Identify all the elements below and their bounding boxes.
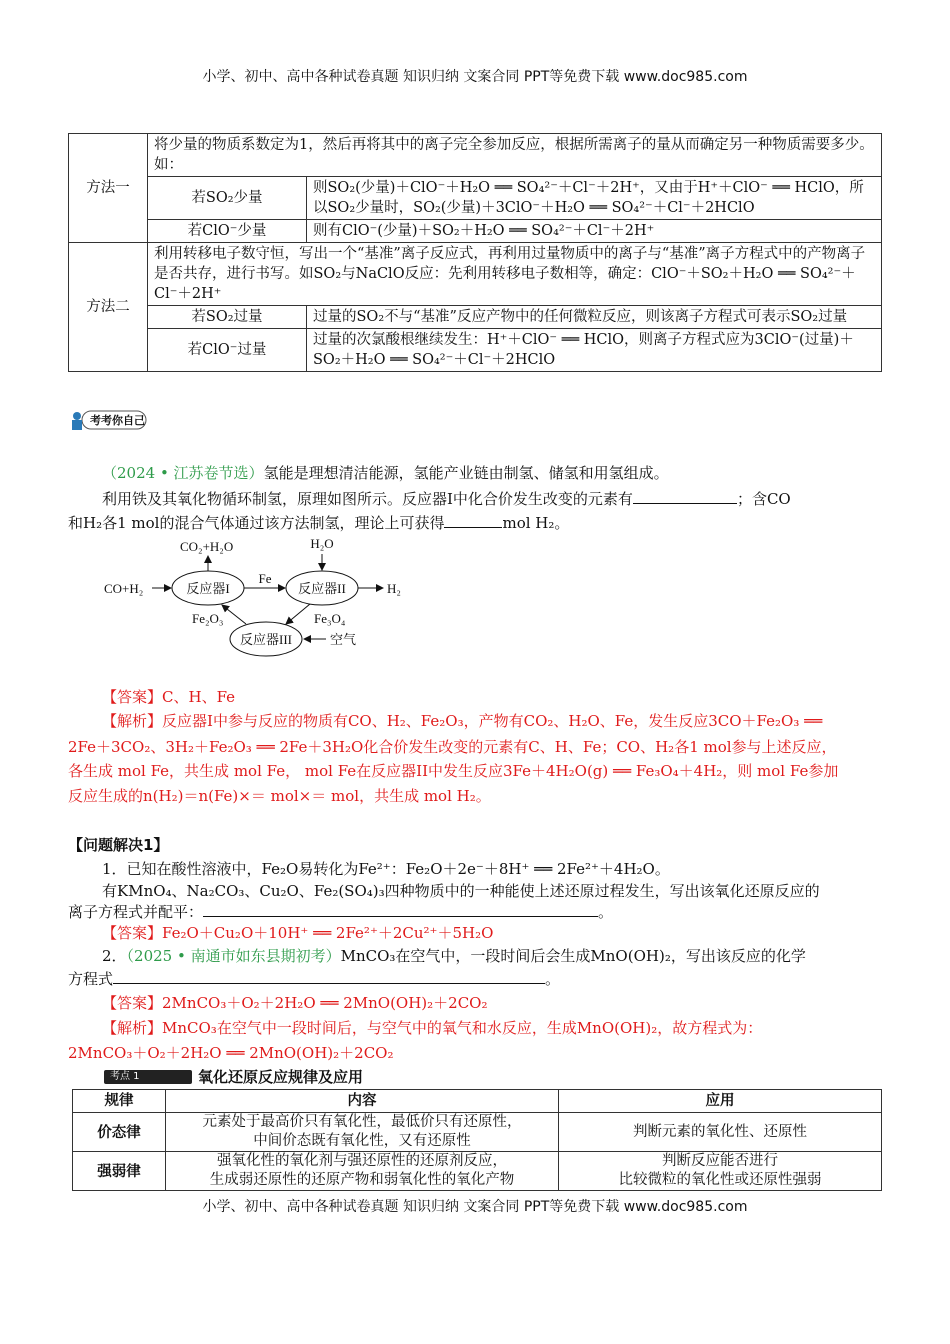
question-line1-text: 利用铁及其氧化物循环制氢，原理如图所示。反应器Ⅰ中化合价发生改变的元素有: [102, 490, 633, 508]
question-line2a-text: 和H₂各1 mol的混合气体通过该方法制氢，理论上可获得: [68, 514, 445, 532]
method2-case1-text: 过量的SO₂不与“基准”反应产物中的任何微粒反应，则该离子方程式可表示SO₂过量: [307, 306, 882, 329]
answer-1-label: 【答案】: [102, 688, 163, 706]
law-row1-application: 判断元素的氧化性、还原性: [559, 1113, 882, 1152]
h2-label: H₂: [387, 581, 401, 596]
answer-1: [102, 684, 235, 710]
answer-1-text: C、H、Fe: [162, 688, 236, 706]
co2-h2o-label: CO₂+H₂O: [180, 539, 234, 554]
problem-1-line3-end: 。: [598, 903, 614, 921]
law-row2-application: [559, 1152, 882, 1191]
method1-intro: 将少量的物质系数定为1，然后再将其中的离子完全参加反应，根据所需离子的量从而确定另一种物质需要多少。如：: [148, 134, 882, 177]
fe2o3-arrow: [222, 605, 246, 624]
law-row2-app-line2: 比较微粒的氧化性或还原性强弱: [618, 1172, 822, 1188]
answer-blank-1[interactable]: [633, 487, 737, 504]
problem-2-number: 2．: [102, 947, 127, 965]
method1-label: 方法一: [69, 134, 148, 243]
explanation-1-line2: 2Fe＋3CO₂、3H₂＋Fe₂O₃ ══ 2Fe＋3H₂O化合价发生改变的元素有C、H、Fe；CO、H₂各1 mol参与上述反应，: [68, 738, 837, 756]
explanation-1-label: 【解析】: [102, 712, 163, 730]
air-label: 空气: [330, 632, 357, 647]
method2-case2-text: 过量的次氯酸根继续发生：H⁺＋ClO⁻ ══ HClO，则离子方程式应为3ClO⁻(过量)＋SO₂＋H₂O ══ SO₄²⁻＋Cl⁻＋2HClO: [307, 329, 882, 372]
explanation-1-line4: 反应生成的n(H₂)＝n(Fe)×＝ mol×＝ mol，共生成 mol H₂。: [68, 787, 491, 805]
answer-blank-2[interactable]: [444, 511, 502, 528]
law-header: 规律: [73, 1090, 166, 1113]
problem-1-line2: 有KMnO₄、Na₂CO₃、Cu₂O、Fe₂(SO₄)₃四种物质中的一种能使上述还原过程发生，写出该氧化还原反应的: [102, 882, 820, 900]
explanation-3-text1: MnCO₃在空气中一段时间后，与空气中的氧气和水反应，生成MnO(OH)₂，故方程式为：: [162, 1019, 763, 1037]
method2-intro: 利用转移电子数守恒，写出一个“基准”离子反应式，再利用过量物质中的离子与“基准”离子方程式中的产物离子是否共存，进行书写。如SO₂与NaClO反应：先利用转移电子数相等，确定：ClO⁻＋SO₂＋H₂O ══ SO₄²⁻＋Cl⁻＋2H⁺: [148, 243, 882, 306]
explanation-1-line3: 各生成 mol Fe，共生成 mol Fe， mol Fe在反应器II中发生反应3Fe＋4H₂O(g) ══ Fe₃O₄＋4H₂，则 mol Fe参加: [68, 762, 839, 780]
method2-case1-label: 若SO₂过量: [148, 306, 307, 329]
question-source: （2024 • 江苏卷节选）: [102, 464, 264, 482]
method1-case2-label: 若ClO⁻少量: [148, 220, 307, 243]
law-row2-content-line2: 生成弱还原性的还原产物和弱氧化性的氧化产物: [209, 1172, 515, 1188]
law-row2-name: 强弱律: [73, 1152, 166, 1191]
problem-2-line2-text: 方程式: [68, 970, 114, 988]
fe3o4-arrow: [286, 604, 310, 624]
question-line2b-text: mol H₂。: [502, 514, 570, 532]
method1-case2-text: 则有ClO⁻(少量)＋SO₂＋H₂O ══ SO₄²⁻＋Cl⁻＋2H⁺: [307, 220, 882, 243]
quiz-badge: [68, 408, 148, 432]
problem-2-line2-end: 。: [545, 970, 561, 988]
topic-badge: [104, 1070, 192, 1084]
problem-2-text: MnCO₃在空气中，一段时间后会生成MnO(OH)₂，写出该反应的化学: [340, 947, 806, 965]
answer-3: [102, 990, 488, 1016]
answer-3-label: 【答案】: [102, 994, 163, 1012]
explanation-3-line1: [102, 1015, 762, 1041]
answer-3-text: 2MnCO₃＋O₂＋2H₂O ══ 2MnO(OH)₂＋2CO₂: [162, 994, 488, 1012]
fe3o4-label: Fe₃O₄: [314, 611, 346, 626]
problem-1-line3-text: 离子方程式并配平：: [68, 903, 204, 921]
law-row2-content: [166, 1152, 559, 1191]
reactor2-label: 反应器II: [298, 581, 346, 596]
law-row1-content-line2: 中间价态既有氧化性，又有还原性: [253, 1133, 471, 1149]
law-table: [72, 1089, 882, 1191]
topic-badge-text: 考点 1: [110, 1071, 140, 1082]
question-line1b-text: ；含CO: [736, 490, 791, 508]
explanation-3-label: 【解析】: [102, 1019, 163, 1037]
explanation-1-text1: 反应器I中参与反应的物质有CO、H₂、Fe₂O₃，产物有CO₂、H₂O、Fe，发生反应3CO＋Fe₂O₃ ══: [162, 712, 823, 730]
problem-1-line1: 1．已知在酸性溶液中，Fe₂O易转化为Fe²⁺：Fe₂O＋2e⁻＋8H⁺ ══ 2Fe²⁺＋4H₂O。: [102, 860, 670, 878]
method-table: [68, 133, 882, 372]
law-row1-content: [166, 1113, 559, 1152]
content-header: 内容: [166, 1090, 559, 1113]
method1-case1-text: 则SO₂(少量)＋ClO⁻＋H₂O ══ SO₄²⁻＋Cl⁻＋2H⁺，又由于H⁺＋ClO⁻ ══ HClO，所以SO₂少量时，SO₂(少量)＋3ClO⁻＋H₂O ══ SO₄²⁻＋Cl⁻＋2HClO: [307, 177, 882, 220]
question-intro: [102, 460, 669, 486]
explanation-3-line2: 2MnCO₃＋O₂＋2H₂O ══ 2MnO(OH)₂＋2CO₂: [68, 1044, 394, 1062]
answer-2-text: Fe₂O＋Cu₂O＋10H⁺ ══ 2Fe²⁺＋2Cu²⁺＋5H₂O: [162, 924, 494, 942]
fe-label: Fe: [258, 571, 272, 586]
problem-2-source: （2025 • 南通市如东县期初考）: [126, 947, 341, 965]
page-header: 小学、初中、高中各种试卷真题 知识归纳 文案合同 PPT等免费下载 www.doc985.com: [202, 69, 748, 85]
question-line1: [102, 486, 882, 512]
reactor-diagram: [100, 534, 420, 666]
law-row1-name: 价态律: [73, 1113, 166, 1152]
fe2o3-label: Fe₂O₃: [192, 611, 224, 626]
quiz-badge-text: 考考你自己: [90, 414, 145, 427]
input-gas-label: CO+H₂: [104, 581, 144, 596]
answer-2-label: 【答案】: [102, 924, 163, 942]
reactor1-label: 反应器I: [186, 581, 230, 596]
answer-blank-4[interactable]: [113, 967, 545, 984]
application-header: 应用: [559, 1090, 882, 1113]
method2-case2-label: 若ClO⁻过量: [148, 329, 307, 372]
question-line2: [68, 510, 569, 536]
section-title: 【问题解决1】: [68, 836, 169, 854]
reactor3-label: 反应器III: [240, 632, 292, 647]
law-row1-content-line1: 元素处于最高价只有氧化性，最低价只有还原性，: [202, 1114, 522, 1130]
problem-2-line2: [68, 966, 560, 992]
law-row2-app-line1: 判断反应能否进行: [662, 1153, 778, 1169]
explanation-1-line1: [102, 708, 822, 734]
answer-blank-3[interactable]: [203, 900, 598, 917]
law-row2-content-line1: 强氧化性的氧化剂与强还原性的还原剂反应，: [217, 1153, 507, 1169]
method2-label: 方法二: [69, 243, 148, 372]
topic-title: 氧化还原反应规律及应用: [198, 1068, 364, 1086]
method1-case1-label: 若SO₂少量: [148, 177, 307, 220]
h2o-label: H₂O: [310, 536, 334, 551]
question-intro-text: 氢能是理想清洁能源，氢能产业链由制氢、储氢和用氢组成。: [263, 464, 669, 482]
page-footer: 小学、初中、高中各种试卷真题 知识归纳 文案合同 PPT等免费下载 www.doc985.com: [202, 1199, 748, 1215]
